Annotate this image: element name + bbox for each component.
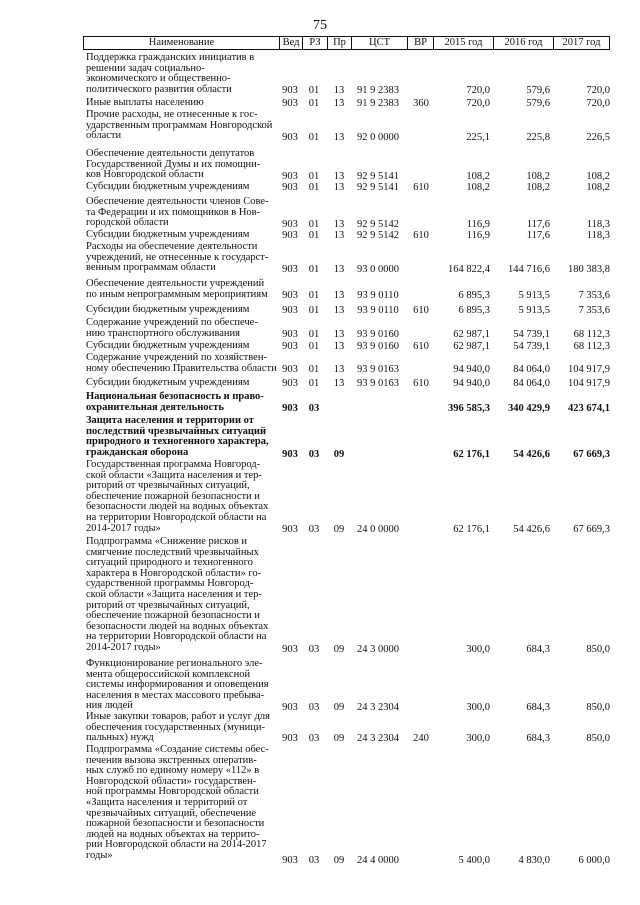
cell-y2016: 340 429,9 xyxy=(508,403,550,414)
cell-ved: 903 xyxy=(282,524,298,535)
cell-cst: 93 9 0160 xyxy=(357,341,399,352)
cell-ved: 903 xyxy=(282,171,298,182)
cell-pr: 13 xyxy=(333,341,345,352)
cell-ved: 903 xyxy=(282,378,298,389)
cell-ved: 903 xyxy=(282,85,298,96)
cell-y2015: 225,1 xyxy=(466,132,490,143)
cell-rz: 01 xyxy=(308,85,320,96)
cell-y2017: 104 917,9 xyxy=(568,378,610,389)
cell-y2016: 54 426,6 xyxy=(513,449,550,460)
cell-y2017: 67 669,3 xyxy=(573,449,610,460)
cell-cst: 92 0 0000 xyxy=(357,132,399,143)
cell-vr: 610 xyxy=(413,182,429,193)
row-name: Поддержка гражданских инициатив в решении задач социально- экономического и общественно- политического развития области xyxy=(86,52,255,95)
cell-y2017: 68 112,3 xyxy=(573,329,610,340)
header-2015: 2015 год xyxy=(433,37,493,49)
cell-y2016: 684,3 xyxy=(526,733,550,744)
cell-ved: 903 xyxy=(282,264,298,275)
header-ved: Вед xyxy=(279,37,302,49)
cell-ved: 903 xyxy=(282,403,298,414)
cell-cst: 92 9 5141 xyxy=(357,171,399,182)
cell-y2017: 850,0 xyxy=(586,644,610,655)
row-name: Национальная безопасность и право- охранительная деятельность xyxy=(86,391,264,413)
cell-ved: 903 xyxy=(282,98,298,109)
cell-pr: 09 xyxy=(333,855,345,866)
cell-rz: 01 xyxy=(308,305,320,316)
cell-y2017: 68 112,3 xyxy=(573,341,610,352)
row-name: Защита населения и территории от последствий чрезвычайных ситуаций природного и техногенного характера, гражданская оборона xyxy=(86,415,269,458)
cell-y2015: 62 987,1 xyxy=(453,341,490,352)
cell-cst: 24 3 2304 xyxy=(357,702,399,713)
cell-ved: 903 xyxy=(282,449,298,460)
cell-rz: 01 xyxy=(308,132,320,143)
cell-y2016: 54 739,1 xyxy=(513,329,550,340)
cell-pr: 13 xyxy=(333,182,345,193)
cell-pr: 13 xyxy=(333,329,345,340)
cell-y2015: 300,0 xyxy=(466,733,490,744)
cell-y2016: 4 830,0 xyxy=(518,855,550,866)
cell-y2017: 118,3 xyxy=(586,230,610,241)
cell-y2015: 720,0 xyxy=(466,98,490,109)
cell-cst: 93 9 0163 xyxy=(357,378,399,389)
cell-y2016: 117,6 xyxy=(526,230,550,241)
cell-pr: 13 xyxy=(333,378,345,389)
cell-ved: 903 xyxy=(282,702,298,713)
cell-cst: 93 9 0110 xyxy=(357,290,399,301)
cell-vr: 610 xyxy=(413,230,429,241)
cell-y2015: 94 940,0 xyxy=(453,364,490,375)
cell-pr: 13 xyxy=(333,290,345,301)
cell-cst: 92 9 5142 xyxy=(357,230,399,241)
cell-y2017: 423 674,1 xyxy=(568,403,610,414)
cell-cst: 24 0 0000 xyxy=(357,524,399,535)
cell-y2017: 104 917,9 xyxy=(568,364,610,375)
cell-cst: 91 9 2383 xyxy=(357,85,399,96)
header-vr: ВР xyxy=(407,37,433,49)
cell-pr: 13 xyxy=(333,219,345,230)
cell-y2017: 67 669,3 xyxy=(573,524,610,535)
cell-vr: 610 xyxy=(413,305,429,316)
cell-y2015: 6 895,3 xyxy=(458,290,490,301)
cell-rz: 03 xyxy=(308,855,320,866)
cell-ved: 903 xyxy=(282,341,298,352)
cell-y2016: 684,3 xyxy=(526,702,550,713)
cell-rz: 01 xyxy=(308,171,320,182)
header-cst: ЦСТ xyxy=(351,37,407,49)
cell-rz: 01 xyxy=(308,264,320,275)
cell-rz: 01 xyxy=(308,329,320,340)
cell-pr: 13 xyxy=(333,85,345,96)
cell-y2015: 62 987,1 xyxy=(453,329,490,340)
row-name: Прочие расходы, не отнесенные к гос- ударственным программам Новгородской области xyxy=(86,109,273,142)
cell-y2017: 108,2 xyxy=(586,171,610,182)
cell-rz: 01 xyxy=(308,98,320,109)
cell-y2015: 396 585,3 xyxy=(448,403,490,414)
row-name: Иные выплаты населению xyxy=(86,97,204,108)
cell-y2015: 5 400,0 xyxy=(458,855,490,866)
row-name: Подпрограмма «Создание системы обес- печения вызова экстренных оператив- ных служб по единому номеру «112» в Новгородской области» государствен- ной программы Новгородской области «Защита населения и территорий от чрезвычайных ситуаций, обеспечение пожарной безопасности и безопасности людей на водных объектах на террито- рии Новгородской области на 2014-2017 годы» xyxy=(86,744,269,861)
cell-rz: 01 xyxy=(308,219,320,230)
cell-y2017: 7 353,6 xyxy=(578,305,610,316)
cell-cst: 93 9 0160 xyxy=(357,329,399,340)
row-name: Иные закупки товаров, работ и услуг для обеспечения государственных (муници- пальных) нужд xyxy=(86,711,270,744)
cell-y2015: 116,9 xyxy=(466,219,490,230)
cell-cst: 93 0 0000 xyxy=(357,264,399,275)
row-name: Функционирование регионального эле- мента общероссийской комплексной системы информирования и оповещения населения в местах массового пребыва- ния людей xyxy=(86,658,269,712)
cell-y2015: 164 822,4 xyxy=(448,264,490,275)
cell-y2017: 720,0 xyxy=(586,85,610,96)
cell-pr: 13 xyxy=(333,264,345,275)
cell-rz: 03 xyxy=(308,644,320,655)
cell-y2017: 118,3 xyxy=(586,219,610,230)
cell-y2015: 108,2 xyxy=(466,171,490,182)
cell-y2016: 225,8 xyxy=(526,132,550,143)
cell-vr: 610 xyxy=(413,378,429,389)
cell-pr: 13 xyxy=(333,364,345,375)
header-pr: Пр xyxy=(327,37,351,49)
cell-cst: 93 9 0110 xyxy=(357,305,399,316)
cell-y2017: 720,0 xyxy=(586,98,610,109)
row-name: Субсидии бюджетным учреждениям xyxy=(86,340,250,351)
cell-y2016: 5 913,5 xyxy=(518,305,550,316)
cell-rz: 03 xyxy=(308,524,320,535)
cell-cst: 92 9 5141 xyxy=(357,182,399,193)
cell-pr: 13 xyxy=(333,171,345,182)
row-name: Обеспечение деятельности учреждений по иным непрограммным мероприятиям xyxy=(86,278,268,300)
cell-y2016: 108,2 xyxy=(526,182,550,193)
cell-y2017: 226,5 xyxy=(586,132,610,143)
cell-pr: 09 xyxy=(333,733,345,744)
cell-cst: 24 3 2304 xyxy=(357,733,399,744)
page-number: 75 xyxy=(313,18,327,33)
cell-y2017: 6 000,0 xyxy=(578,855,610,866)
cell-ved: 903 xyxy=(282,290,298,301)
cell-y2017: 180 383,8 xyxy=(568,264,610,275)
cell-ved: 903 xyxy=(282,733,298,744)
cell-y2017: 850,0 xyxy=(586,702,610,713)
cell-ved: 903 xyxy=(282,182,298,193)
cell-ved: 903 xyxy=(282,219,298,230)
cell-pr: 09 xyxy=(333,702,345,713)
cell-rz: 01 xyxy=(308,230,320,241)
cell-y2016: 144 716,6 xyxy=(508,264,550,275)
cell-rz: 01 xyxy=(308,290,320,301)
cell-y2015: 94 940,0 xyxy=(453,378,490,389)
cell-y2017: 850,0 xyxy=(586,733,610,744)
cell-y2015: 62 176,1 xyxy=(453,449,490,460)
cell-y2016: 84 064,0 xyxy=(513,378,550,389)
cell-ved: 903 xyxy=(282,329,298,340)
row-name: Государственная программа Новгород- ской области «Защита населения и тер- риторий от чрезвычайных ситуаций, обеспечение пожарной безопасности и безопасности людей на водных объектах на территории Новгородской области на 2014-2017 годы» xyxy=(86,459,269,534)
header-2017: 2017 год xyxy=(553,37,609,49)
cell-y2016: 54 739,1 xyxy=(513,341,550,352)
row-name: Субсидии бюджетным учреждениям xyxy=(86,304,250,315)
cell-pr: 09 xyxy=(333,449,345,460)
row-name: Обеспечение деятельности депутатов Государственной Думы и их помощни- ков Новгородской области xyxy=(86,148,261,181)
cell-cst: 24 3 0000 xyxy=(357,644,399,655)
cell-y2016: 5 913,5 xyxy=(518,290,550,301)
header-name: Наименование xyxy=(148,37,215,48)
cell-pr: 13 xyxy=(333,132,345,143)
cell-cst: 24 4 0000 xyxy=(357,855,399,866)
cell-cst: 93 9 0163 xyxy=(357,364,399,375)
cell-pr: 09 xyxy=(333,644,345,655)
cell-y2015: 116,9 xyxy=(466,230,490,241)
cell-y2016: 579,6 xyxy=(526,98,550,109)
cell-ved: 903 xyxy=(282,132,298,143)
cell-cst: 92 9 5142 xyxy=(357,219,399,230)
table-header xyxy=(83,36,610,50)
row-name: Субсидии бюджетным учреждениям xyxy=(86,377,250,388)
cell-y2016: 84 064,0 xyxy=(513,364,550,375)
cell-y2016: 579,6 xyxy=(526,85,550,96)
cell-vr: 610 xyxy=(413,341,429,352)
cell-y2015: 6 895,3 xyxy=(458,305,490,316)
row-name: Содержание учреждений по хозяйствен- ному обеспечению Правительства области xyxy=(86,352,277,374)
cell-ved: 903 xyxy=(282,305,298,316)
cell-cst: 91 9 2383 xyxy=(357,98,399,109)
cell-ved: 903 xyxy=(282,364,298,375)
row-name: Обеспечение деятельности членов Сове- та Федерации и их помощников в Нов- городской области xyxy=(86,196,269,229)
cell-y2016: 684,3 xyxy=(526,644,550,655)
row-name: Расходы на обеспечение деятельности учреждений, не отнесенные к государст- венным программам области xyxy=(86,241,269,274)
cell-y2015: 720,0 xyxy=(466,85,490,96)
row-name: Подпрограмма «Снижение рисков и смягчение последствий чрезвычайных ситуаций природного и техногенного характера в Новгородской области» го- сударственной программы Новгород- ской области «Защита населения и тер- риторий от чрезвычайных ситуаций, обеспечение пожарной безопасности и безопасности людей на водных объектах на территории Новгородской области на 2014-2017 годы» xyxy=(86,536,269,653)
cell-rz: 03 xyxy=(308,702,320,713)
cell-rz: 01 xyxy=(308,364,320,375)
cell-pr: 13 xyxy=(333,305,345,316)
cell-pr: 13 xyxy=(333,98,345,109)
cell-y2015: 108,2 xyxy=(466,182,490,193)
header-rz: РЗ xyxy=(302,37,327,49)
cell-y2016: 108,2 xyxy=(526,171,550,182)
row-name: Содержание учреждений по обеспече- нию транспортного обслуживания xyxy=(86,317,258,339)
cell-ved: 903 xyxy=(282,230,298,241)
cell-rz: 01 xyxy=(308,341,320,352)
cell-pr: 09 xyxy=(333,524,345,535)
cell-y2015: 300,0 xyxy=(466,702,490,713)
cell-y2015: 62 176,1 xyxy=(453,524,490,535)
cell-ved: 903 xyxy=(282,644,298,655)
row-name: Субсидии бюджетным учреждениям xyxy=(86,229,250,240)
cell-rz: 01 xyxy=(308,378,320,389)
cell-ved: 903 xyxy=(282,855,298,866)
cell-y2016: 54 426,6 xyxy=(513,524,550,535)
row-name: Субсидии бюджетным учреждениям xyxy=(86,181,250,192)
cell-rz: 01 xyxy=(308,182,320,193)
cell-rz: 03 xyxy=(308,449,320,460)
cell-rz: 03 xyxy=(308,733,320,744)
cell-y2016: 117,6 xyxy=(526,219,550,230)
cell-y2017: 108,2 xyxy=(586,182,610,193)
cell-y2015: 300,0 xyxy=(466,644,490,655)
cell-pr: 13 xyxy=(333,230,345,241)
header-2016: 2016 год xyxy=(493,37,553,49)
cell-vr: 360 xyxy=(413,98,429,109)
cell-rz: 03 xyxy=(308,403,320,414)
cell-vr: 240 xyxy=(413,733,429,744)
cell-y2017: 7 353,6 xyxy=(578,290,610,301)
